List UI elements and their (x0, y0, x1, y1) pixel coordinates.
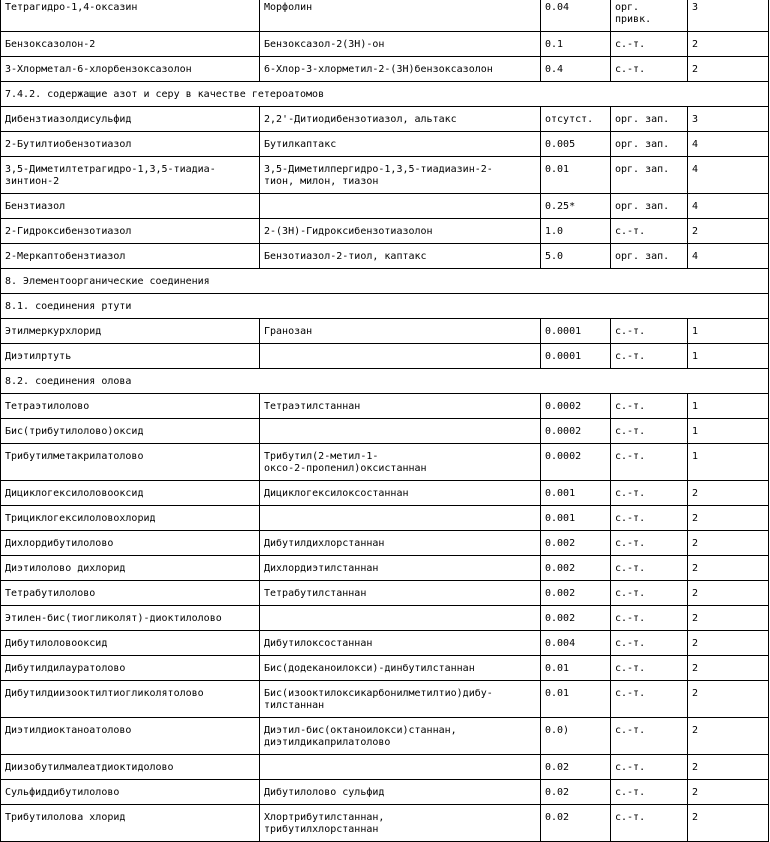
hazard-sign-cell: с.-т. (611, 606, 688, 631)
limit-value-cell: 0.1 (541, 32, 611, 57)
synonym-cell: 6-Хлор-3-хлорметил-2-(3Н)бензоксазолон (260, 57, 541, 82)
hazard-class-cell: 2 (688, 681, 769, 718)
table-row (1, 556, 769, 581)
hazard-class-cell: 2 (688, 531, 769, 556)
substance-name-cell: Сульфиддибутилолово (1, 780, 260, 805)
limit-value-cell: 1.0 (541, 219, 611, 244)
synonym-cell: Дициклогексилоксостаннан (260, 481, 541, 506)
table-row (1, 581, 769, 606)
synonym-cell: Трибутил(2-метил-1- оксо-2-пропенил)оксистаннан (260, 444, 541, 481)
substance-name-cell: Диэтилдиоктаноатолово (1, 718, 260, 755)
limit-value-cell: 0.01 (541, 157, 611, 194)
table-row (1, 319, 769, 344)
limit-value-cell: 0.005 (541, 132, 611, 157)
hazard-class-cell: 3 (688, 107, 769, 132)
limit-value-cell: 0.02 (541, 755, 611, 780)
hazard-class-cell: 4 (688, 244, 769, 269)
table-row (1, 57, 769, 82)
hazard-sign-cell: орг. зап. (611, 157, 688, 194)
hazard-sign-cell: с.-т. (611, 394, 688, 419)
hazard-sign-cell: с.-т. (611, 32, 688, 57)
substance-name-cell: Дихлордибутилолово (1, 531, 260, 556)
hazard-class-cell: 1 (688, 419, 769, 444)
substance-name-cell: Этилмеркурхлорид (1, 319, 260, 344)
substance-name-cell: Дибутилоловооксид (1, 631, 260, 656)
table-row (1, 656, 769, 681)
hazard-class-cell: 2 (688, 780, 769, 805)
limit-value-cell: 0.002 (541, 581, 611, 606)
section-header-row (1, 269, 769, 294)
limit-value-cell: 0.002 (541, 556, 611, 581)
table-row (1, 481, 769, 506)
hazard-sign-cell: с.-т. (611, 656, 688, 681)
table-row (1, 606, 769, 631)
table-row (1, 32, 769, 57)
limit-value-cell: 0.001 (541, 506, 611, 531)
hazard-sign-cell: с.-т. (611, 631, 688, 656)
synonym-cell: Дибутилолово сульфид (260, 780, 541, 805)
section-title: 7.4.2. содержащие азот и серу в качестве гетероатомов (1, 82, 769, 107)
synonym-cell: Бензотиазол-2-тиол, каптакс (260, 244, 541, 269)
table-row (1, 681, 769, 718)
synonym-cell: 2-(3Н)-Гидроксибензотиазолон (260, 219, 541, 244)
synonym-cell: Тетрабутилстаннан (260, 581, 541, 606)
table-row (1, 344, 769, 369)
table-row (1, 107, 769, 132)
hazard-class-cell: 2 (688, 556, 769, 581)
table-row (1, 531, 769, 556)
hazard-class-cell: 1 (688, 344, 769, 369)
substance-name-cell: Дибутилдиизооктилтиогликолятолово (1, 681, 260, 718)
substance-name-cell: Трибутилолова хлорид (1, 805, 260, 842)
hazard-sign-cell: орг. привк. (611, 0, 688, 32)
substance-name-cell: Бензтиазол (1, 194, 260, 219)
hazard-sign-cell: с.-т. (611, 481, 688, 506)
hazard-sign-cell: с.-т. (611, 506, 688, 531)
hazard-class-cell: 2 (688, 631, 769, 656)
section-title: 8. Элементоорганические соединения (1, 269, 769, 294)
hazard-sign-cell: с.-т. (611, 419, 688, 444)
synonym-cell: Дибутилоксостаннан (260, 631, 541, 656)
hazard-class-cell: 4 (688, 132, 769, 157)
hazard-class-cell: 2 (688, 57, 769, 82)
hazard-sign-cell: орг. зап. (611, 194, 688, 219)
table-row (1, 194, 769, 219)
substance-name-cell: 2-Бутилтиобензотиазол (1, 132, 260, 157)
hazard-sign-cell: с.-т. (611, 556, 688, 581)
hazard-sign-cell: с.-т. (611, 344, 688, 369)
limit-value-cell: 0.004 (541, 631, 611, 656)
synonym-cell (260, 344, 541, 369)
synonym-cell: Хлортрибутилстаннан, трибутилхлорстаннан (260, 805, 541, 842)
section-header-row (1, 369, 769, 394)
table-row (1, 805, 769, 842)
limit-value-cell: 0.02 (541, 805, 611, 842)
section-title: 8.1. соединения ртути (1, 294, 769, 319)
table-row (1, 157, 769, 194)
hazard-class-cell: 2 (688, 506, 769, 531)
limit-value-cell: 0.4 (541, 57, 611, 82)
synonym-cell: Морфолин (260, 0, 541, 32)
hazard-class-cell: 2 (688, 481, 769, 506)
hazard-sign-cell: орг. зап. (611, 132, 688, 157)
substance-name-cell: Трициклогексилоловохлорид (1, 506, 260, 531)
limit-value-cell: 0.04 (541, 0, 611, 32)
table-row (1, 394, 769, 419)
substance-name-cell: 2-Меркаптобензтиазол (1, 244, 260, 269)
limit-value-cell: 0.25* (541, 194, 611, 219)
table-row (1, 755, 769, 780)
limit-value-cell: 0.002 (541, 606, 611, 631)
substance-name-cell: Диэтилолово дихлорид (1, 556, 260, 581)
hazard-class-cell: 2 (688, 606, 769, 631)
synonym-cell: Дихлордиэтилстаннан (260, 556, 541, 581)
hazard-sign-cell: с.-т. (611, 681, 688, 718)
synonym-cell: 3,5-Диметилпергидро-1,3,5-тиадиазин-2- тион, милон, тиазон (260, 157, 541, 194)
synonym-cell: Диэтил-бис(октаноилокси)станнан, диэтилдикаприлатолово (260, 718, 541, 755)
hazard-sign-cell: с.-т. (611, 718, 688, 755)
hazard-class-cell: 4 (688, 194, 769, 219)
synonym-cell (260, 419, 541, 444)
substance-name-cell: Трибутилметакрилатолово (1, 444, 260, 481)
synonym-cell (260, 755, 541, 780)
hazard-class-cell: 1 (688, 394, 769, 419)
table-row (1, 780, 769, 805)
table-body (1, 0, 769, 842)
section-header-row (1, 294, 769, 319)
hazard-sign-cell: с.-т. (611, 219, 688, 244)
hazard-sign-cell: с.-т. (611, 581, 688, 606)
hazard-class-cell: 2 (688, 581, 769, 606)
limit-value-cell: 0.0) (541, 718, 611, 755)
synonym-cell: Бутилкаптакс (260, 132, 541, 157)
limit-value-cell: 0.0002 (541, 394, 611, 419)
synonym-cell: Бис(изооктилоксикарбонилметилтио)дибу- тилстаннан (260, 681, 541, 718)
substance-name-cell: 2-Гидроксибензотиазол (1, 219, 260, 244)
synonym-cell: Дибутилдихлорстаннан (260, 531, 541, 556)
substance-name-cell: Диэтилртуть (1, 344, 260, 369)
substance-name-cell: Дибутилдилауратолово (1, 656, 260, 681)
substance-name-cell: Дициклогексилоловооксид (1, 481, 260, 506)
limit-value-cell: 0.0001 (541, 344, 611, 369)
table-row (1, 506, 769, 531)
substance-name-cell: Бензоксазолон-2 (1, 32, 260, 57)
limit-value-cell: 0.002 (541, 531, 611, 556)
hazard-sign-cell: с.-т. (611, 531, 688, 556)
limit-value-cell: 5.0 (541, 244, 611, 269)
substance-name-cell: Тетраэтилолово (1, 394, 260, 419)
table-row (1, 419, 769, 444)
limit-value-cell: 0.0002 (541, 444, 611, 481)
synonym-cell: Гранозан (260, 319, 541, 344)
substance-name-cell: 3,5-Диметилтетрагидро-1,3,5-тиадиа- зинтион-2 (1, 157, 260, 194)
synonym-cell (260, 194, 541, 219)
section-header-row (1, 82, 769, 107)
hazard-sign-cell: орг. зап. (611, 107, 688, 132)
hazard-class-cell: 1 (688, 319, 769, 344)
hazard-sign-cell: орг. зап. (611, 244, 688, 269)
hazard-sign-cell: с.-т. (611, 444, 688, 481)
synonym-cell: Бензоксазол-2(3Н)-он (260, 32, 541, 57)
table-row (1, 132, 769, 157)
hazard-class-cell: 2 (688, 32, 769, 57)
hazard-sign-cell: с.-т. (611, 57, 688, 82)
table-row (1, 444, 769, 481)
synonym-cell: Тетраэтилстаннан (260, 394, 541, 419)
synonym-cell: 2,2'-Дитиодибензотиазол, альтакс (260, 107, 541, 132)
substance-name-cell: Бис(трибутилолово)оксид (1, 419, 260, 444)
table-row (1, 219, 769, 244)
hazard-class-cell: 2 (688, 805, 769, 842)
limit-value-cell: 0.0002 (541, 419, 611, 444)
table-row (1, 0, 769, 32)
hazard-class-cell: 3 (688, 0, 769, 32)
hazard-sign-cell: с.-т. (611, 319, 688, 344)
synonym-cell: Бис(додеканоилокси)-динбутилстаннан (260, 656, 541, 681)
synonym-cell (260, 506, 541, 531)
hazard-class-cell: 2 (688, 755, 769, 780)
hazard-sign-cell: с.-т. (611, 755, 688, 780)
substance-name-cell: 3-Хлорметал-6-хлорбензоксазолон (1, 57, 260, 82)
hazard-sign-cell: с.-т. (611, 780, 688, 805)
hazard-class-cell: 2 (688, 718, 769, 755)
substance-name-cell: Тетрабутилолово (1, 581, 260, 606)
synonym-cell (260, 606, 541, 631)
table-row (1, 244, 769, 269)
table-row (1, 631, 769, 656)
limit-value-cell: 0.01 (541, 681, 611, 718)
hazard-class-cell: 2 (688, 219, 769, 244)
substance-name-cell: Тетрагидро-1,4-оксазин (1, 0, 260, 32)
limit-value-cell: 0.02 (541, 780, 611, 805)
hazard-sign-cell: с.-т. (611, 805, 688, 842)
hazard-class-cell: 4 (688, 157, 769, 194)
limit-value-cell: 0.001 (541, 481, 611, 506)
limit-value-cell: отсутст. (541, 107, 611, 132)
limit-value-cell: 0.01 (541, 656, 611, 681)
table-row (1, 718, 769, 755)
substance-name-cell: Этилен-бис(тиогликолят)-диоктилолово (1, 606, 260, 631)
hazard-class-cell: 2 (688, 656, 769, 681)
limit-value-cell: 0.0001 (541, 319, 611, 344)
section-title: 8.2. соединения олова (1, 369, 769, 394)
hazard-class-cell: 1 (688, 444, 769, 481)
substance-name-cell: Диизобутилмалеатдиоктидолово (1, 755, 260, 780)
substance-name-cell: Дибензтиазолдисульфид (1, 107, 260, 132)
